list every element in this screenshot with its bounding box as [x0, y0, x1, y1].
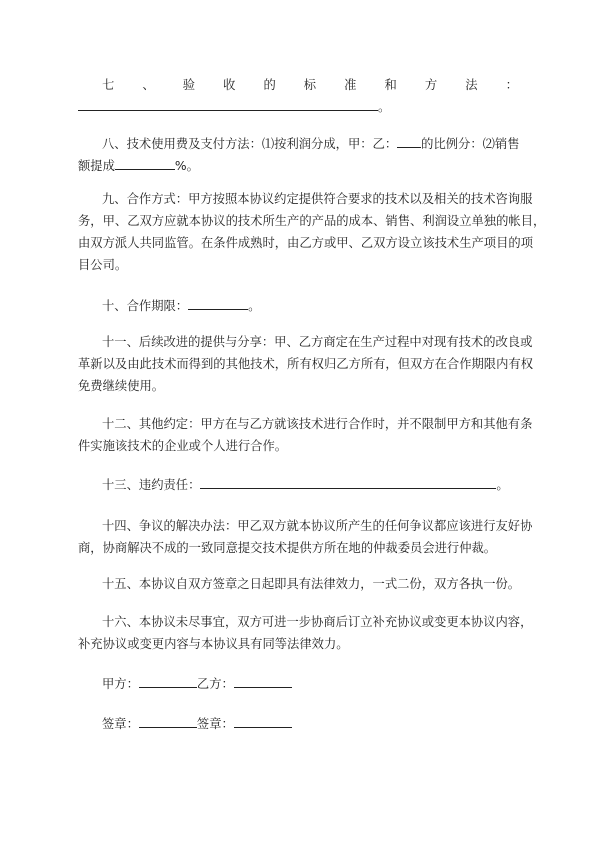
s7-char: 准	[344, 78, 357, 92]
s13-text-a: 十三、违约责任：	[102, 478, 201, 492]
section-14	[78, 515, 533, 559]
section-12	[78, 413, 533, 457]
section-8-line-2	[78, 155, 524, 177]
s8-text-c: 额提成	[78, 159, 115, 173]
blank-underline	[78, 97, 378, 111]
party-a-label: 甲方：	[102, 677, 139, 691]
blank-underline	[188, 296, 248, 310]
s7-char: 和	[384, 78, 397, 92]
section-11	[78, 331, 533, 397]
section-7	[78, 74, 524, 118]
party-names	[78, 673, 524, 695]
party-line	[78, 673, 524, 695]
section-7-blank-line	[78, 96, 524, 118]
section-16-line-1: 十六、本协议未尽事宜，双方可进一步协商后订立补充协议或变更本协议内容，	[102, 615, 533, 629]
s7-end: 。	[378, 100, 391, 114]
section-12-line-1: 十二、其他约定：甲方在与乙方就该技术进行合作时，并不限制甲方和其他有条	[102, 417, 533, 431]
s7-char: 七	[102, 78, 115, 92]
section-9-line-1: 九、合作方式：甲方按照本协议约定提供符合要求的技术以及相关的技术咨询服	[102, 192, 533, 206]
section-10-line	[78, 295, 524, 317]
section-8	[78, 133, 524, 177]
s7-char: 的	[263, 78, 276, 92]
section-15-line-1: 十五、本协议自双方签章之日起即具有法律效力，一式二份，双方各执一份。	[102, 577, 521, 591]
s7-char: 方	[424, 78, 438, 92]
section-16-line-2: 补充协议或变更内容与本协议具有同等法律效力。	[78, 637, 349, 651]
section-10	[78, 295, 524, 317]
section-13-line	[78, 474, 524, 496]
blank-underline	[200, 475, 496, 489]
signatures	[78, 713, 524, 735]
party-b-label: 乙方：	[196, 677, 234, 691]
section-15	[78, 573, 524, 595]
section-9-line-4: 目公司。	[78, 258, 128, 272]
section-9	[78, 188, 546, 276]
section-14-line-2: 商，协商解决不成的一致同意提交技术提供方所在地的仲裁委员会进行仲裁。	[78, 541, 497, 555]
signature-a-label: 签章：	[102, 717, 139, 731]
s7-char: 收	[223, 78, 236, 92]
s13-text-b: 。	[496, 478, 509, 492]
section-11-line-1: 十一、后续改进的提供与分享：甲、乙方商定在生产过程中对现有技术的改良或	[102, 335, 533, 349]
section-9-line-2: 务，甲、乙双方应就本协议的技术所生产的产品的成本、销售、利润设立单独的帐目，	[78, 214, 546, 228]
blank-underline	[397, 134, 421, 148]
blank-underline	[115, 156, 175, 170]
signature-line	[78, 713, 524, 735]
s10-text-a: 十、合作期限：	[102, 299, 189, 313]
section-16	[78, 611, 533, 655]
section-14-line-1: 十四、争议的解决办法：甲乙双方就本协议所产生的任何争议都应该进行友好协	[102, 519, 533, 533]
s8-text-b: 的比例分：⑵销售	[421, 137, 520, 151]
s8-text-d: %。	[174, 159, 199, 173]
signature-b-blank	[234, 714, 292, 728]
party-b-blank	[234, 674, 292, 688]
s7-char: 法	[465, 78, 478, 92]
signature-b-label: 签章：	[196, 717, 234, 731]
party-a-blank	[139, 674, 197, 688]
s7-char: 标	[303, 78, 317, 92]
s7-char: 、	[142, 78, 155, 92]
section-11-line-3: 免费继续使用。	[78, 379, 165, 393]
s8-text-a: 八、技术使用费及支付方法：⑴按利润分成，甲：乙：	[102, 137, 398, 151]
section-13	[78, 474, 524, 496]
section-12-line-2: 件实施该技术的企业或个人进行合作。	[78, 439, 288, 453]
section-7-heading	[78, 74, 524, 96]
s10-text-b: 。	[248, 299, 261, 313]
s7-char: ：	[505, 78, 518, 92]
signature-a-blank	[139, 714, 197, 728]
section-8-line-1	[78, 133, 524, 155]
s7-char: 验	[182, 78, 196, 92]
section-9-line-3: 由双方派人共同监管。在条件成熟时，由乙方或甲、乙双方设立该技术生产项目的项	[78, 236, 533, 250]
section-11-line-2: 革新以及由此技术而得到的其他技术，所有权归乙方所有，但双方在合作期限内有权	[78, 357, 533, 371]
